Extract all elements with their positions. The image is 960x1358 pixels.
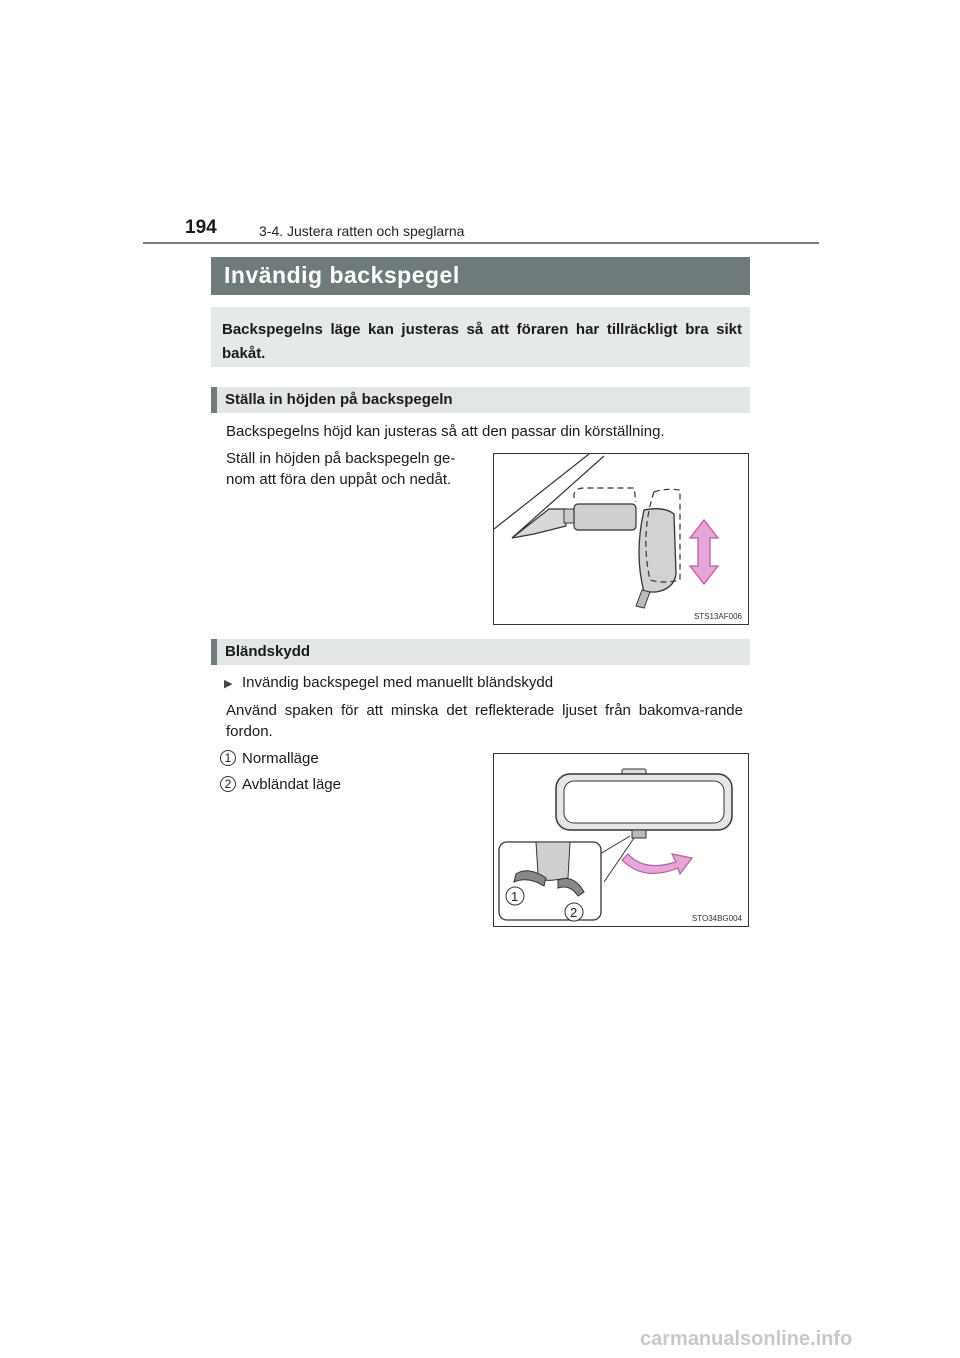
running-header: 3-4. Justera ratten och speglarna	[259, 223, 465, 239]
height-paragraph-1: Backspegelns höjd kan justeras så att den passar din körställning.	[226, 423, 665, 440]
subheading-antiglare	[211, 639, 750, 665]
item-number-2: 2	[220, 776, 236, 792]
header-rule	[143, 242, 819, 244]
subheading-height-label: Ställa in höjden på backspegeln	[225, 391, 453, 408]
antiglare-mirror-illustration	[494, 754, 748, 926]
mirror-height-figure	[493, 453, 749, 625]
figure-code-height: STS13AF006	[693, 612, 742, 621]
item-number-1: 1	[220, 750, 236, 766]
inset-label-1: 1	[511, 889, 519, 904]
bullet-arrow-icon: ▶	[224, 678, 233, 690]
item-label-1: Normalläge	[242, 750, 319, 767]
intro-text: Backspegelns läge kan justeras så att föraren har tillräckligt bra sikt bakåt.	[222, 321, 742, 362]
antiglare-mirror-figure	[493, 753, 749, 927]
item-label-2: Avbländat läge	[242, 776, 341, 793]
inset-label-2: 2	[570, 905, 578, 920]
antiglare-bullet: Invändig backspegel med manuellt bländskydd	[242, 674, 554, 691]
height-paragraph-2: Ställ in höjden på backspegeln ge-nom att föra den uppåt och nedåt.	[226, 450, 456, 488]
watermark: carmanualsonline.info	[640, 1328, 853, 1350]
section-title: Invändig backspegel	[224, 262, 460, 288]
subheading-antiglare-label: Bländskydd	[225, 643, 311, 660]
section-title-bar	[211, 257, 750, 295]
figure-code-antiglare: STO34BG004	[691, 914, 742, 923]
intro-box	[211, 307, 750, 367]
antiglare-paragraph: Använd spaken för att minska det reflekterade ljuset från bakomva-rande fordon.	[226, 702, 743, 740]
mirror-height-illustration	[494, 454, 748, 624]
subheading-height	[211, 387, 750, 413]
page-number: 194	[185, 217, 217, 238]
